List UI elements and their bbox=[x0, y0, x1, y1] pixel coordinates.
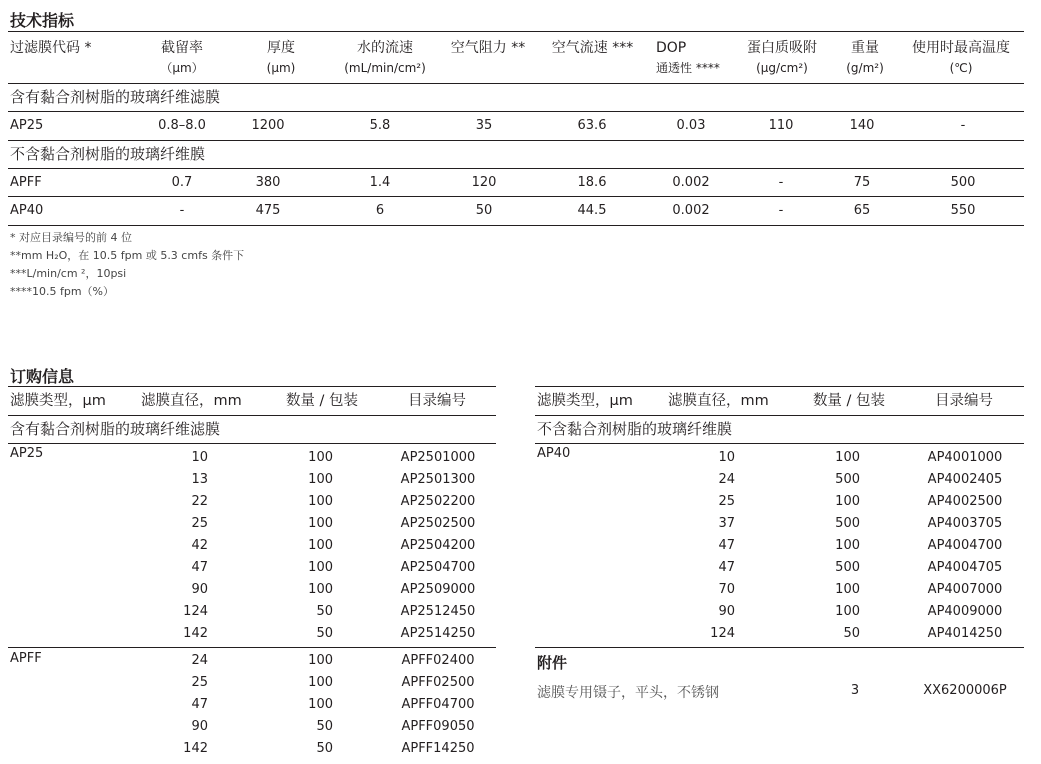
spec-row_apff-cell-2: 380 bbox=[255, 175, 281, 190]
spec-row_apff-cell-5: 18.6 bbox=[577, 175, 607, 190]
ap25-row-catalog: AP2501300 bbox=[400, 472, 476, 487]
spec-row_ap40-cell-6: 0.002 bbox=[672, 203, 710, 218]
spec-row_apff-cell-1: 0.7 bbox=[171, 175, 193, 190]
order-left-header-3: 目录编号 bbox=[408, 393, 466, 409]
ap25-row-catalog: AP2502200 bbox=[400, 494, 476, 509]
ap25-row-catalog: AP2509000 bbox=[400, 582, 476, 597]
spec-header-rule bbox=[8, 83, 1024, 84]
ap40-row-qty: 50 bbox=[843, 626, 860, 641]
spec-row_ap25-cell-5: 63.6 bbox=[577, 118, 607, 133]
spec-row_ap40-cell-1: - bbox=[179, 203, 185, 218]
order-right-header-2: 数量 / 包装 bbox=[812, 393, 886, 409]
ap40-row-catalog: AP4009000 bbox=[927, 604, 1003, 619]
spec-header-0-line1: 过滤膜代码 * bbox=[10, 40, 92, 56]
apff-row-qty: 100 bbox=[308, 697, 333, 712]
ap40-row-catalog: AP4007000 bbox=[927, 582, 1003, 597]
spec-row_ap25-cell-4: 35 bbox=[475, 118, 493, 133]
ap40-row-diameter: 25 bbox=[718, 494, 735, 509]
spec-row_ap25-cell-9: - bbox=[960, 118, 966, 133]
spec-row_apff-cell-9: 500 bbox=[950, 175, 976, 190]
ap25-row-qty: 100 bbox=[308, 560, 333, 575]
apff-row-qty: 50 bbox=[316, 719, 333, 734]
ap40-row-catalog: AP4003705 bbox=[927, 516, 1003, 531]
spec-row_ap40-cell-7: - bbox=[778, 203, 784, 218]
spec-row_ap40-cell-3: 6 bbox=[375, 203, 385, 218]
ap40-row-diameter: 10 bbox=[718, 450, 735, 465]
spec-row_apff-cell-0: APFF bbox=[10, 175, 42, 190]
ap40-row-qty: 100 bbox=[835, 604, 860, 619]
ap25-row-diameter: 42 bbox=[191, 538, 208, 553]
spec-row_ap40-cell-9: 550 bbox=[950, 203, 976, 218]
spec-notes bbox=[10, 229, 244, 301]
apff-row-qty: 100 bbox=[308, 653, 333, 668]
spec-row_ap25-cell-0: AP25 bbox=[10, 118, 44, 133]
ap40-row-catalog: AP4004700 bbox=[927, 538, 1003, 553]
ap40-row-catalog: AP4002500 bbox=[927, 494, 1003, 509]
ap25-row-diameter: 124 bbox=[183, 604, 208, 619]
note-1: * 对应目录编号的前 4 位 bbox=[10, 231, 132, 244]
apff-row-diameter: 25 bbox=[191, 675, 208, 690]
ap25-row-catalog: AP2514250 bbox=[400, 626, 476, 641]
spec-section-bound: 含有黏合剂树脂的玻璃纤维滤膜 bbox=[10, 88, 221, 106]
order-right-section: 不含黏合剂树脂的玻璃纤维膜 bbox=[537, 420, 733, 438]
spec-row_apff-cell-7: - bbox=[778, 175, 784, 190]
ap25-row-qty: 100 bbox=[308, 472, 333, 487]
ap25-row-qty: 100 bbox=[308, 494, 333, 509]
spec-header-6-line2: 通透性 **** bbox=[656, 61, 720, 75]
spec-header-3-line2: (mL/min/cm²) bbox=[344, 61, 426, 75]
ap40-row-qty: 100 bbox=[835, 450, 860, 465]
ap25-row-diameter: 13 bbox=[191, 472, 208, 487]
ap25-row-catalog: AP2504200 bbox=[400, 538, 476, 553]
ap40-row-diameter: 124 bbox=[710, 626, 735, 641]
apff-row-catalog: APFF14250 bbox=[401, 741, 475, 756]
apff-row-qty: 100 bbox=[308, 675, 333, 690]
spec-header-3-line1: 水的流速 bbox=[357, 40, 413, 56]
spec-title: 技术指标 bbox=[10, 11, 75, 30]
ap40-row-diameter: 47 bbox=[718, 538, 735, 553]
spec-row_ap25-cell-7: 110 bbox=[768, 118, 794, 133]
accessory-qty: 3 bbox=[850, 683, 860, 698]
apff-row-catalog: APFF04700 bbox=[401, 697, 475, 712]
ap40-row-qty: 100 bbox=[835, 582, 860, 597]
ap40-row-qty: 500 bbox=[835, 516, 860, 531]
ap25-row-qty: 50 bbox=[316, 604, 333, 619]
note-2: **mm H₂O，在 10.5 fpm 或 5.3 cmfs 条件下 bbox=[10, 249, 245, 262]
spec-header-2-line1: 厚度 bbox=[267, 40, 295, 56]
spec-row_ap40-cell-0: AP40 bbox=[10, 203, 44, 218]
apff-row-diameter: 90 bbox=[191, 719, 208, 734]
spec-row_ap25-cell-2: 1200 bbox=[251, 118, 285, 133]
spec-header-6-line1: DOP bbox=[656, 40, 687, 56]
spec-header-8-line2: (g/m²) bbox=[846, 61, 884, 75]
apff-row-diameter: 47 bbox=[191, 697, 208, 712]
spec-header-9-line1: 使用时最高温度 bbox=[912, 40, 1010, 56]
ap25-row-qty: 100 bbox=[308, 538, 333, 553]
spec-header-1-line2: （μm） bbox=[160, 61, 204, 75]
spec-section-unbound: 不含黏合剂树脂的玻璃纤维膜 bbox=[10, 145, 206, 163]
note-3: ***L/min/cm ²，10psi bbox=[10, 267, 127, 280]
ap25-row-catalog: AP2504700 bbox=[400, 560, 476, 575]
spec-header-5-line1: 空气流速 *** bbox=[551, 40, 634, 56]
ap40-row-diameter: 90 bbox=[718, 604, 735, 619]
ap25-row-catalog: AP2502500 bbox=[400, 516, 476, 531]
order-label-apff: APFF bbox=[10, 651, 42, 666]
spec-row_ap25-cell-3: 5.8 bbox=[369, 118, 391, 133]
apff-row-catalog: APFF02400 bbox=[401, 653, 475, 668]
spec-row_ap25-cell-1: 0.8–8.0 bbox=[158, 118, 206, 133]
order-left-header-0: 滤膜类型，μm bbox=[10, 393, 106, 409]
spec-row_ap40-cell-5: 44.5 bbox=[577, 203, 607, 218]
spec-header-9-line2: (℃) bbox=[949, 61, 973, 75]
spec-row_ap40-cell-2: 475 bbox=[255, 203, 281, 218]
ap40-row-catalog: AP4001000 bbox=[927, 450, 1003, 465]
ap25-row-diameter: 22 bbox=[191, 494, 208, 509]
apff-row-catalog: APFF02500 bbox=[401, 675, 475, 690]
ap25-row-diameter: 90 bbox=[191, 582, 208, 597]
spec-row_ap40-cell-8: 65 bbox=[853, 203, 871, 218]
spec-header-4-line1: 空气阻力 ** bbox=[450, 40, 526, 56]
spec-row_apff-cell-6: 0.002 bbox=[672, 175, 710, 190]
apff-row-qty: 50 bbox=[316, 741, 333, 756]
ap25-row-diameter: 10 bbox=[191, 450, 208, 465]
note-4: ****10.5 fpm（%） bbox=[10, 285, 115, 298]
apff-row-diameter: 142 bbox=[183, 741, 208, 756]
ap40-row-diameter: 37 bbox=[718, 516, 735, 531]
ap40-row-qty: 100 bbox=[835, 538, 860, 553]
ap40-row-catalog: AP4002405 bbox=[927, 472, 1003, 487]
order-left-header-2: 数量 / 包装 bbox=[285, 393, 359, 409]
spec-row_ap25-cell-8: 140 bbox=[849, 118, 875, 133]
spec-row_ap25-cell-6: 0.03 bbox=[676, 118, 706, 133]
order-label-ap25: AP25 bbox=[10, 446, 44, 461]
spec-row_apff-cell-4: 120 bbox=[471, 175, 497, 190]
order-right-header-1: 滤膜直径，mm bbox=[668, 393, 769, 409]
spec-header-8-line1: 重量 bbox=[851, 40, 879, 56]
ap25-row-qty: 100 bbox=[308, 582, 333, 597]
spec-header-7-line2: (μg/cm²) bbox=[756, 61, 808, 75]
spec-top-rule bbox=[8, 31, 1024, 32]
ap40-row-qty: 100 bbox=[835, 494, 860, 509]
ap25-row-qty: 100 bbox=[308, 450, 333, 465]
order-right-header-3: 目录编号 bbox=[935, 393, 993, 409]
ap25-row-catalog: AP2501000 bbox=[400, 450, 476, 465]
ap40-row-catalog: AP4004705 bbox=[927, 560, 1003, 575]
accessory-title: 附件 bbox=[537, 654, 568, 672]
order-label-ap40: AP40 bbox=[537, 446, 571, 461]
spec-header-2-line2: (μm) bbox=[266, 61, 296, 75]
ap40-row-diameter: 47 bbox=[718, 560, 735, 575]
spec-row_apff-cell-8: 75 bbox=[853, 175, 871, 190]
spec-row_apff-cell-3: 1.4 bbox=[369, 175, 391, 190]
apff-row-catalog: APFF09050 bbox=[401, 719, 475, 734]
order-right-header-0: 滤膜类型，μm bbox=[537, 393, 633, 409]
ap40-row-diameter: 70 bbox=[718, 582, 735, 597]
ap25-row-diameter: 47 bbox=[191, 560, 208, 575]
ap25-row-qty: 100 bbox=[308, 516, 333, 531]
apff-row-diameter: 24 bbox=[191, 653, 208, 668]
spec-row_ap40-cell-4: 50 bbox=[475, 203, 493, 218]
ap25-row-catalog: AP2512450 bbox=[400, 604, 476, 619]
ap40-row-qty: 500 bbox=[835, 472, 860, 487]
accessory-name: 滤膜专用镊子，平头，不锈钢 bbox=[537, 685, 719, 701]
ap40-row-qty: 500 bbox=[835, 560, 860, 575]
spec-header-1-line1: 截留率 bbox=[161, 40, 203, 56]
ap25-row-qty: 50 bbox=[316, 626, 333, 641]
ap40-row-diameter: 24 bbox=[718, 472, 735, 487]
spec-header-7-line1: 蛋白质吸附 bbox=[747, 40, 817, 56]
order-left-header-1: 滤膜直径，mm bbox=[141, 393, 242, 409]
order-left-section: 含有黏合剂树脂的玻璃纤维滤膜 bbox=[10, 420, 221, 438]
order-title: 订购信息 bbox=[10, 367, 75, 386]
ap25-row-diameter: 25 bbox=[191, 516, 208, 531]
accessory-code: XX6200006P bbox=[923, 683, 1007, 698]
ap25-row-diameter: 142 bbox=[183, 626, 208, 641]
ap40-row-catalog: AP4014250 bbox=[927, 626, 1003, 641]
